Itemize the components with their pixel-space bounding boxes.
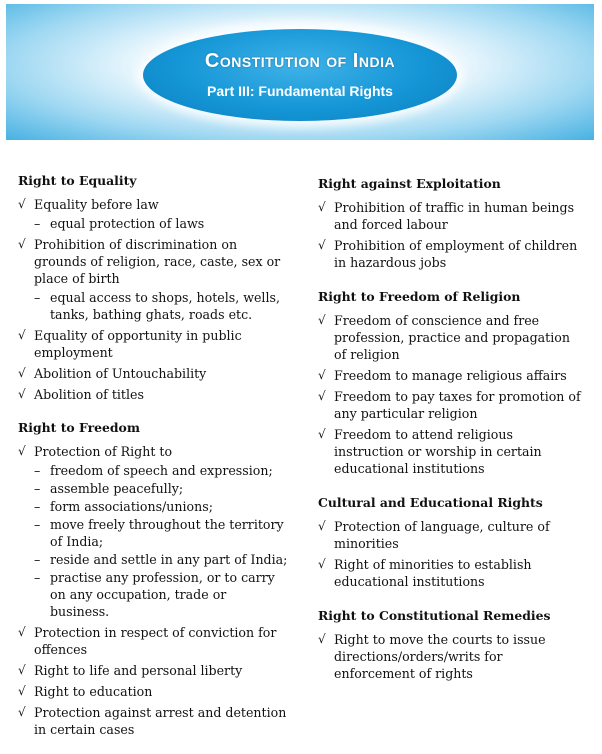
right-item-text: Right to move the courts to issue directions/orders/writs for enforcement of rights bbox=[334, 632, 546, 681]
right-item-text: Prohibition of traffic in human beings and forced labour bbox=[334, 200, 575, 232]
sub-item-text: reside and settle in any part of India; bbox=[50, 552, 288, 567]
checkmark-icon: √ bbox=[18, 444, 26, 458]
sub-list bbox=[34, 289, 288, 323]
right-item-text: Equality before law bbox=[34, 197, 159, 212]
section-heading: Right to Freedom bbox=[18, 420, 140, 435]
checkmark-icon: √ bbox=[318, 313, 326, 327]
checkmark-icon: √ bbox=[318, 200, 326, 214]
right-item-text: Protection of language, culture of minorities bbox=[334, 519, 550, 551]
rights-list bbox=[318, 631, 586, 682]
right-item bbox=[18, 196, 288, 232]
rights-list bbox=[18, 196, 288, 403]
dash-bullet: – bbox=[34, 517, 41, 532]
dash-bullet: – bbox=[34, 499, 41, 514]
right-item bbox=[18, 386, 288, 403]
right-item bbox=[318, 312, 586, 363]
right-item bbox=[318, 518, 586, 552]
dash-bullet: – bbox=[34, 552, 41, 567]
right-item bbox=[318, 556, 586, 590]
page-title: Constitution of India bbox=[204, 50, 396, 72]
sub-item bbox=[34, 462, 288, 479]
rights-list bbox=[318, 312, 586, 477]
right-item bbox=[318, 367, 586, 384]
checkmark-icon: √ bbox=[18, 663, 26, 677]
sub-item-text: assemble peacefully; bbox=[50, 481, 184, 496]
section-right-against-exploitation bbox=[318, 175, 586, 271]
section-right-to-constitutional-remedies bbox=[318, 607, 586, 682]
checkmark-icon: √ bbox=[18, 625, 26, 639]
right-column bbox=[318, 175, 586, 699]
sub-item bbox=[34, 569, 288, 620]
sub-item-text: equal access to shops, hotels, wells, tanks, bathing ghats, roads etc. bbox=[50, 290, 280, 322]
section-heading: Right to Freedom of Religion bbox=[318, 289, 521, 304]
rights-list bbox=[318, 518, 586, 590]
right-item bbox=[18, 624, 288, 658]
right-item bbox=[18, 236, 288, 323]
rights-list bbox=[318, 199, 586, 271]
section-heading: Right to Equality bbox=[18, 173, 137, 188]
right-item-text: Prohibition of discrimination on grounds of religion, race, caste, sex or place of birth bbox=[34, 237, 281, 286]
checkmark-icon: √ bbox=[318, 368, 326, 382]
section-cultural-and-educational-rights bbox=[318, 494, 586, 590]
rights-list bbox=[18, 443, 288, 738]
right-item bbox=[318, 426, 586, 477]
checkmark-icon: √ bbox=[318, 389, 326, 403]
right-item bbox=[318, 199, 586, 233]
right-item-text: Abolition of Untouchability bbox=[34, 366, 207, 381]
section-heading: Right to Constitutional Remedies bbox=[318, 608, 551, 623]
sub-item bbox=[34, 289, 288, 323]
section-right-to-freedom bbox=[18, 419, 288, 738]
sub-item-text: form associations/unions; bbox=[50, 499, 213, 514]
right-item-text: Right of minorities to establish educational institutions bbox=[334, 557, 532, 589]
dash-bullet: – bbox=[34, 463, 41, 478]
sub-item bbox=[34, 498, 288, 515]
left-column bbox=[18, 172, 288, 754]
right-item bbox=[18, 443, 288, 620]
title-oval bbox=[143, 29, 457, 121]
right-item-text: Freedom to manage religious affairs bbox=[334, 368, 567, 383]
checkmark-icon: √ bbox=[18, 387, 26, 401]
checkmark-icon: √ bbox=[18, 366, 26, 380]
section-heading: Cultural and Educational Rights bbox=[318, 495, 543, 510]
right-item bbox=[318, 388, 586, 422]
sub-item-text: practise any profession, or to carry on any occupation, trade or business. bbox=[50, 570, 275, 619]
right-item bbox=[318, 631, 586, 682]
header-banner bbox=[6, 4, 594, 140]
dash-bullet: – bbox=[34, 481, 41, 496]
right-item bbox=[18, 662, 288, 679]
sub-item-text: equal protection of laws bbox=[50, 216, 205, 231]
dash-bullet: – bbox=[34, 290, 41, 305]
checkmark-icon: √ bbox=[18, 197, 26, 211]
dash-bullet: – bbox=[34, 216, 41, 231]
section-right-to-equality bbox=[18, 172, 288, 403]
sub-list bbox=[34, 462, 288, 620]
right-item-text: Protection against arrest and detention in certain cases bbox=[34, 705, 287, 737]
checkmark-icon: √ bbox=[18, 328, 26, 342]
checkmark-icon: √ bbox=[18, 705, 26, 719]
sub-item bbox=[34, 516, 288, 550]
right-item-text: Freedom of conscience and free profession, practice and propagation of religion bbox=[334, 313, 570, 362]
right-item-text: Right to education bbox=[34, 684, 153, 699]
checkmark-icon: √ bbox=[318, 238, 326, 252]
sub-item-text: move freely throughout the territory of India; bbox=[50, 517, 284, 549]
right-item bbox=[318, 237, 586, 271]
right-item-text: Protection of Right to bbox=[34, 444, 173, 459]
right-item bbox=[18, 683, 288, 700]
dash-bullet: – bbox=[34, 570, 41, 585]
right-item bbox=[18, 365, 288, 382]
right-item-text: Right to life and personal liberty bbox=[34, 663, 243, 678]
checkmark-icon: √ bbox=[18, 237, 26, 251]
sub-item bbox=[34, 551, 288, 568]
right-item-text: Freedom to pay taxes for promotion of any particular religion bbox=[334, 389, 581, 421]
checkmark-icon: √ bbox=[318, 557, 326, 571]
page-subtitle: Part III: Fundamental Rights bbox=[207, 83, 393, 99]
sub-list bbox=[34, 215, 288, 232]
right-item bbox=[18, 327, 288, 361]
section-heading: Right against Exploitation bbox=[318, 176, 501, 191]
right-item-text: Prohibition of employment of children in hazardous jobs bbox=[334, 238, 578, 270]
checkmark-icon: √ bbox=[18, 684, 26, 698]
sub-item bbox=[34, 480, 288, 497]
checkmark-icon: √ bbox=[318, 632, 326, 646]
sub-item-text: freedom of speech and expression; bbox=[50, 463, 273, 478]
right-item-text: Equality of opportunity in public employment bbox=[34, 328, 242, 360]
right-item bbox=[18, 704, 288, 738]
sub-item bbox=[34, 215, 288, 232]
right-item-text: Abolition of titles bbox=[34, 387, 144, 402]
right-item-text: Protection in respect of conviction for offences bbox=[34, 625, 277, 657]
section-right-to-freedom-of-religion bbox=[318, 288, 586, 477]
checkmark-icon: √ bbox=[318, 519, 326, 533]
checkmark-icon: √ bbox=[318, 427, 326, 441]
right-item-text: Freedom to attend religious instruction or worship in certain educational institutions bbox=[334, 427, 542, 476]
